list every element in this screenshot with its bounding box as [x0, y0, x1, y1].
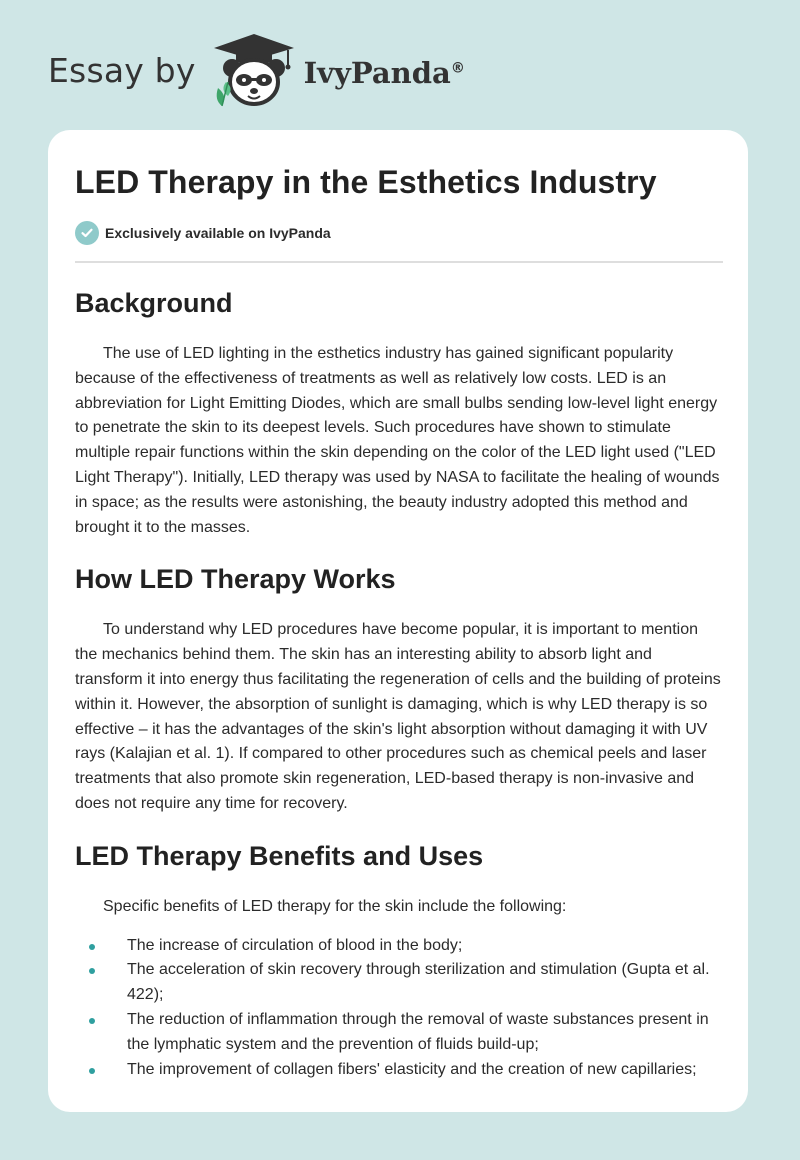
brand-header — [48, 30, 465, 110]
bullet-dot-icon — [89, 968, 95, 974]
section-paragraph-how-it-works: To understand why LED procedures have become popular, it is important to mention the mechanics behind them. The skin has an interesting ability to absorb light and transform it into energy thus facilitating the regeneration of cells and the building of proteins within it. However, the absorption of sunlight is damaging, which is why LED therapy is so effective – it has the advantages of the skin's light absorption without damaging it with UV rays (Kalajian et al. 1). If compared to other procedures such as chemical peels and laser treatments that also promote skin regeneration, LED-based therapy is non-invasive and does not require any time for recovery. — [75, 621, 721, 812]
brand-name: IvyPanda® — [303, 56, 465, 90]
section-paragraph-background: The use of LED lighting in the esthetics industry has gained significant popularity because of the effectiveness of treatments as well as relatively low costs. LED is an abbreviation for Light Emitting Diodes, which are small bulbs sending low-level light energy to penetrate the skin to its deepest levels. Such procedures have shown to stimulate multiple repair functions within the skin depending on the color of the LED light used ("LED Light Therapy"). Initially, LED therapy was used by NASA to facilitate the healing of wounds in space; as the results were astonishing, the beauty industry adopted this method and brought it to the masses. — [75, 345, 720, 536]
list-item: The acceleration of skin recovery through sterilization and stimulation (Gupta et al. 422); — [75, 958, 723, 1008]
benefits-list — [75, 934, 723, 1083]
section-heading-background: Background — [75, 288, 233, 318]
bullet-dot-icon — [89, 944, 95, 950]
section-paragraph-benefits: Specific benefits of LED therapy for the skin include the following: — [103, 897, 567, 915]
exclusive-badge — [75, 221, 331, 245]
bullet-dot-icon — [89, 1018, 95, 1024]
title-divider — [75, 261, 723, 263]
section-heading-how-it-works: How LED Therapy Works — [75, 564, 396, 595]
panda-graduate-logo-icon[interactable] — [208, 30, 300, 110]
check-icon — [75, 221, 99, 245]
brand-prefix: Essay by — [48, 50, 196, 90]
article-body — [75, 284, 723, 1082]
section-heading-benefits: LED Therapy Benefits and Uses — [75, 840, 484, 871]
list-item: The increase of circulation of blood in the body; — [75, 934, 723, 959]
exclusive-label: Exclusively available on IvyPanda — [105, 225, 331, 241]
list-item: The reduction of inflammation through the removal of waste substances present in the lymphatic system and the prevention of fluids build-up; — [75, 1008, 723, 1058]
article-title: LED Therapy in the Esthetics Industry — [75, 164, 657, 200]
bullet-dot-icon — [89, 1068, 95, 1074]
list-item: The improvement of collagen fibers' elasticity and the creation of new capillaries; — [75, 1058, 723, 1083]
article-card — [48, 130, 748, 1112]
